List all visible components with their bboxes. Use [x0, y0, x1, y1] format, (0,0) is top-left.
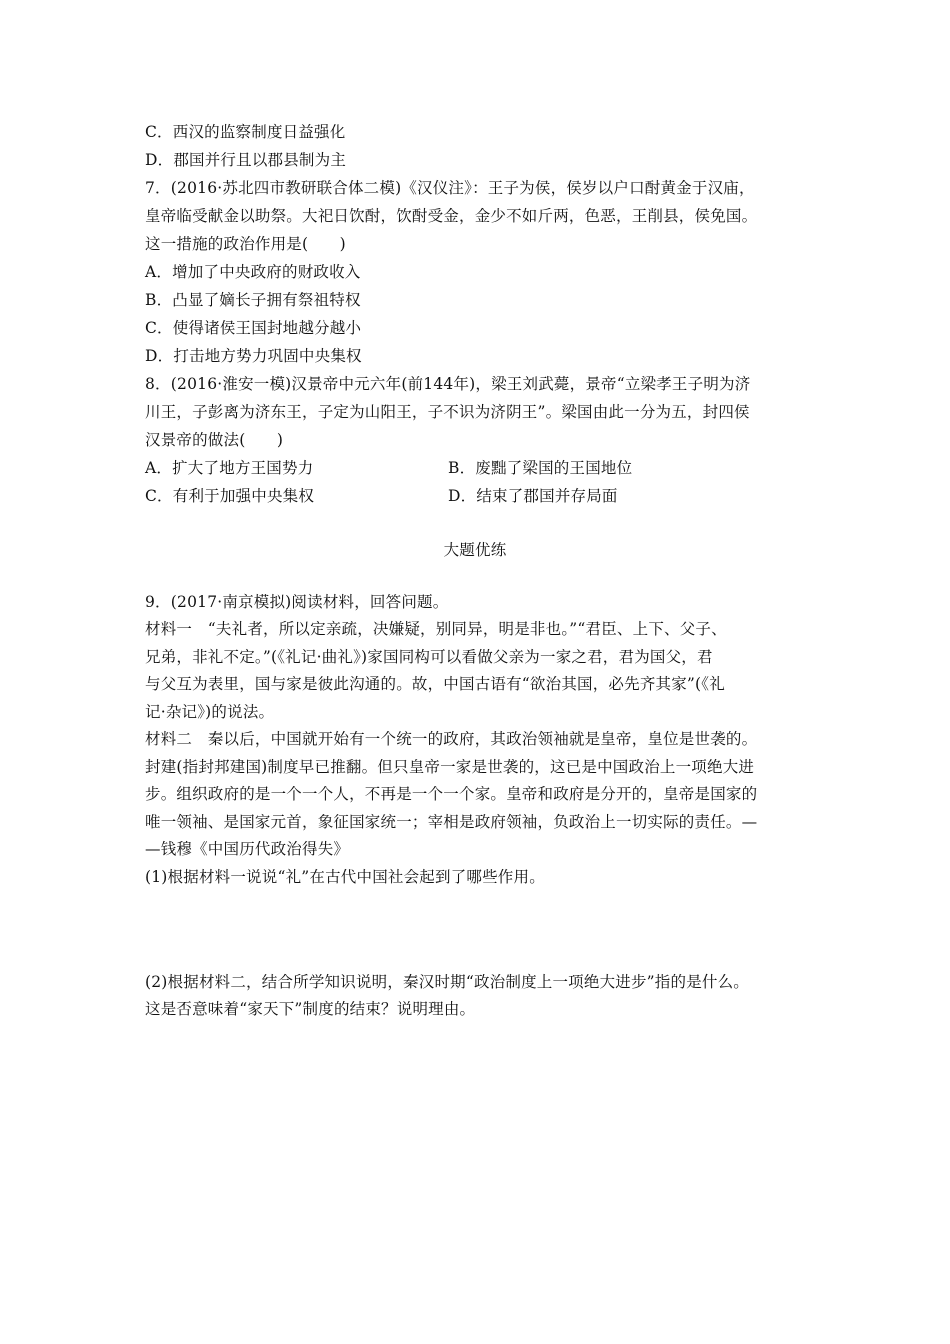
q9-material2-line-5: —钱穆《中国历代政治得失》: [145, 840, 350, 858]
q7-option-c: C．使得诸侯王国封地越分越小: [145, 319, 362, 337]
q8-option-c: C．有利于加强中央集权: [145, 487, 315, 505]
q8-option-d: D．结束了郡国并存局面: [448, 487, 618, 505]
q8-stem-line-1: 8．(2016·淮安一模)汉景帝中元六年(前144年)，梁王刘武薨，景帝“立梁孝王子明为济: [145, 375, 751, 393]
q7-option-d: D．打击地方势力巩固中央集权: [145, 347, 362, 365]
q9-material2-line-4: 唯一领袖、是国家元首，象征国家统一；宰相是政府领袖，负政治上一切实际的责任。—: [145, 813, 758, 831]
q9-material1-line-3: 与父互为表里，国与家是彼此沟通的。故，中国古语有“欲治其国，必先齐其家”(《礼: [145, 675, 725, 693]
q9-material2-line-2: 封建(指封邦建国)制度早已推翻。但只皇帝一家是世袭的，这已是中国政治上一项绝大进: [145, 758, 755, 776]
q9-subquestion-1: (1)根据材料一说说“礼”在古代中国社会起到了哪些作用。: [145, 868, 545, 886]
q9-subquestion-2-line-1: (2)根据材料二，结合所学知识说明，秦汉时期“政治制度上一项绝大进步”指的是什么。: [145, 973, 750, 991]
q7-option-a: A．增加了中央政府的财政收入: [145, 263, 361, 281]
q9-material1-line-1: 材料一 “夫礼者，所以定亲疏，决嫌疑，别同异，明是非也。”“君臣、上下、父子、: [145, 620, 727, 638]
section-title: 大题优练: [443, 541, 507, 559]
q7-stem-line-1: 7．(2016·苏北四市教研联合体二模)《汉仪注》：王子为侯，侯岁以户口酎黄金于汉庙，: [145, 179, 755, 197]
q8-option-b: B．废黜了梁国的王国地位: [448, 459, 633, 477]
q9-material1-line-4: 记·杂记》)的说法。: [145, 703, 275, 721]
q9-material1-line-2: 兄弟，非礼不定。”(《礼记·曲礼》)家国同构可以看做父亲为一家之君，君为国父，君: [145, 648, 713, 666]
q9-material2-line-1: 材料二 秦以后，中国就开始有一个统一的政府，其政治领袖就是皇帝，皇位是世袭的。: [145, 730, 758, 748]
q7-option-b: B．凸显了嫡长子拥有祭祖特权: [145, 291, 361, 309]
q6-option-d: D．郡国并行且以郡县制为主: [145, 151, 347, 169]
q7-stem-line-2: 皇帝临受献金以助祭。大祀日饮酎，饮酎受金，金少不如斤两，色恶，王削县，侯免国。: [145, 207, 758, 225]
q6-option-c: C．西汉的监察制度日益强化: [145, 123, 346, 141]
q9-material2-line-3: 步。组织政府的是一个一个人，不再是一个一个家。皇帝和政府是分开的，皇帝是国家的: [145, 785, 758, 803]
q7-stem-line-3: 这一措施的政治作用是( ): [145, 235, 346, 253]
q8-option-a: A．扩大了地方王国势力: [145, 459, 314, 477]
q8-stem-line-2: 川王，子彭离为济东王，子定为山阳王，子不识为济阴王”。梁国由此一分为五，封四侯: [145, 403, 750, 421]
q9-subquestion-2-line-2: 这是否意味着“家天下”制度的结束？说明理由。: [145, 1000, 476, 1018]
q9-stem: 9．(2017·南京模拟)阅读材料，回答问题。: [145, 593, 449, 611]
q8-stem-line-3: 汉景帝的做法( ): [145, 431, 284, 449]
